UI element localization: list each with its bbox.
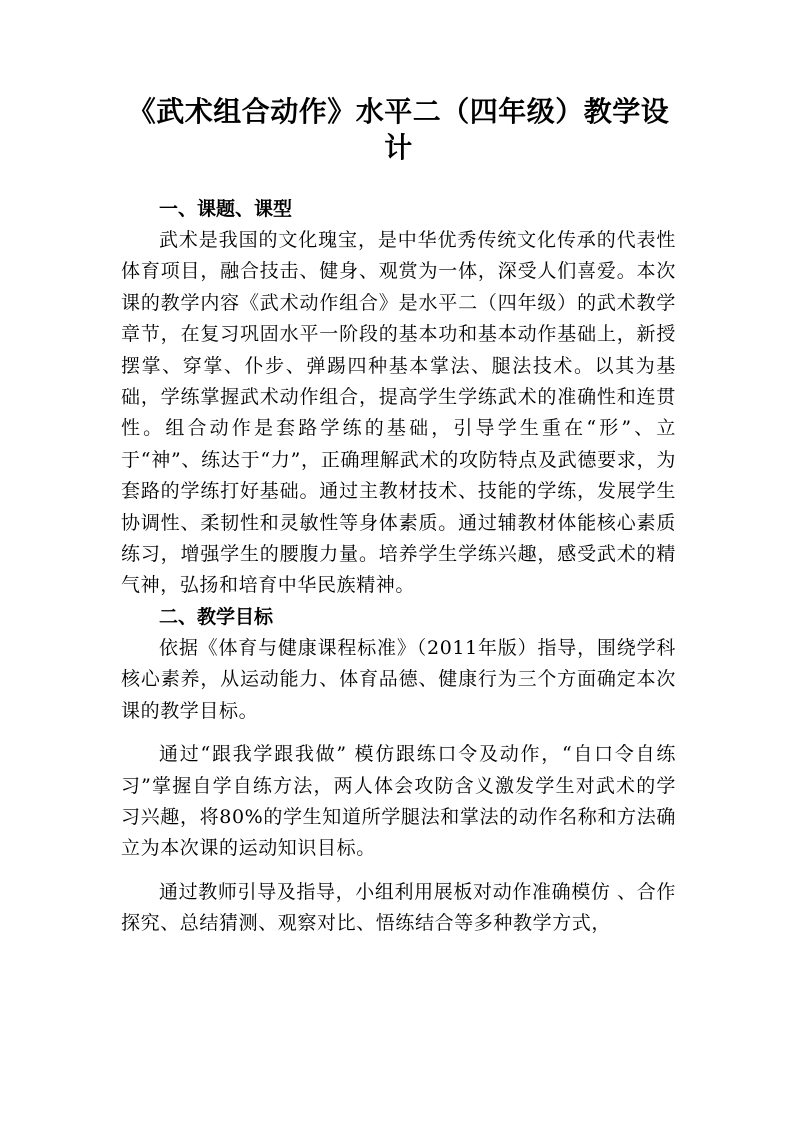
paragraph-topic-description: 武术是我国的文化瑰宝，是中华优秀传统文化传承的代表性体育项目，融合技击、健身、观赏为一体，深受人们喜爱。本次课的教学内容《武术动作组合》是水平二（四年级）的武术教学章节，在复习巩固水平一阶段的基本功和基本动作基础上，新授摆掌、穿掌、仆步、弹踢四种基本掌法、腿法技术。以其为基础，学练掌握武术动作组合，提高学生学练武术的准确性和连贯性。组合动作是套路学练的基础，引导学生重在“形”、立于“神”、练达于“力”，正确理解武术的攻防特点及武德要求，为套路的学练打好基础。通过主教材技术、技能的学练，发展学生协调性、柔韧性和灵敏性等身体素质。通过辅教材体能核心素质练习，增强学生的腰腹力量。培养学生学练兴趣，感受武术的精气神，弘扬和培育中华民族精神。 [121,229,676,597]
paragraph-objectives-basis: 依据《体育与健康课程标准》（2011年版）指导，围绕学科核心素养，从运动能力、体育品德、健康行为三个方面确定本次课的教学目标。 [121,636,676,722]
section-heading-objectives: 二、教学目标 [159,605,274,628]
section-heading-topic: 一、课题、课型 [159,198,293,220]
document-title: 《武术组合动作》水平二（四年级）教学设计 [127,95,670,164]
paragraph-knowledge-objective: 通过“跟我学跟我做” 模仿跟练口令及动作，“自口令自练习”掌握自学自练方法，两人体会攻防含义激发学生对武术的学习兴趣，将80%的学生知道所学腿法和掌法的动作名称和方法确立为本次课的运动知识目标。 [121,743,676,860]
paragraph-teaching-methods: 通过教师引导及指导，小组利用展板对动作准确模仿 、合作探究、总结猜测、观察对比、悟练结合等多种教学方式， [121,880,676,935]
